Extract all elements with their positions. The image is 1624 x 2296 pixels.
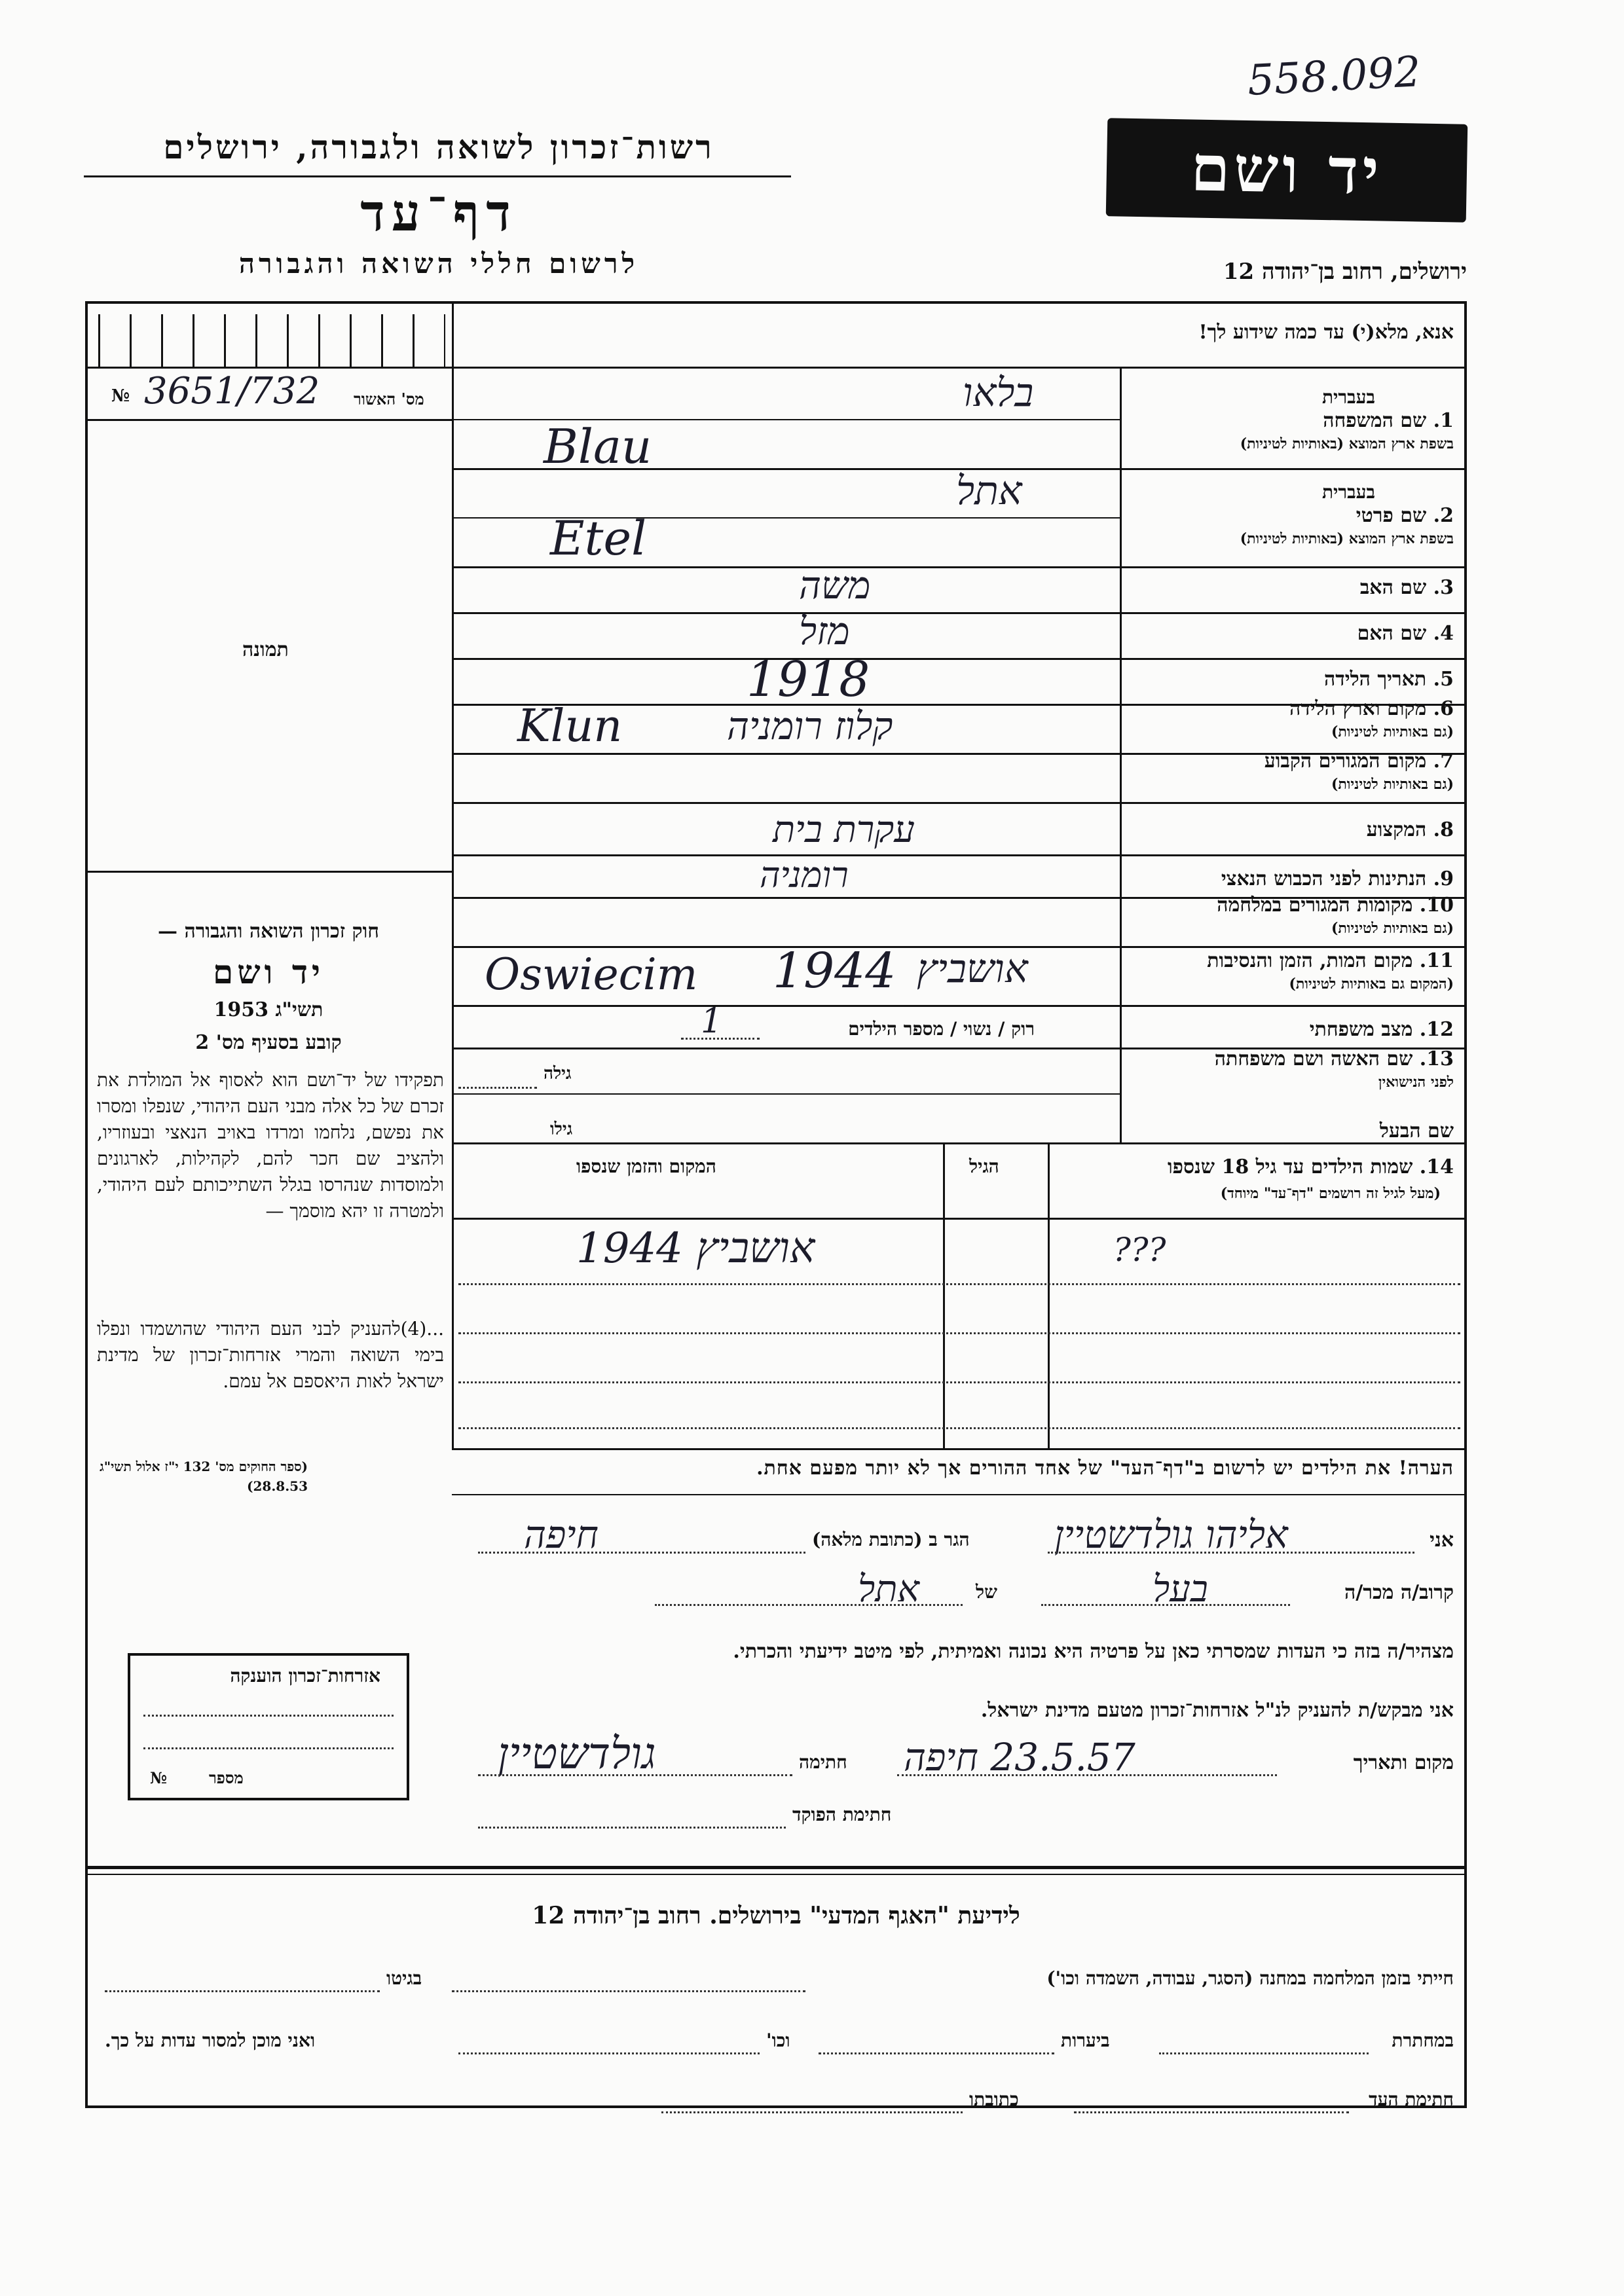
bottom-line2-dots-3 <box>458 2052 760 2054</box>
left-column-divider <box>452 304 454 1449</box>
logo-text: יד ושם <box>1190 131 1384 209</box>
field-7-label: 7. מקום המגורים הקבוע <box>1264 750 1454 773</box>
witness-name: אליהו גולדשטיין <box>1054 1512 1288 1557</box>
husband-age-label: גילו <box>550 1120 573 1139</box>
of-dots <box>655 1604 963 1606</box>
bottom-line2-c: וכו' <box>766 2030 790 2051</box>
death-year: 1944 <box>773 943 896 999</box>
row-line-2b <box>452 566 1464 568</box>
death-place-heb: אושביץ <box>917 946 1028 992</box>
witness-resides-label: הגר ב (כתובת מלאה) <box>812 1529 970 1550</box>
field-6-sub: (גם באותיות לטיניות) <box>1331 723 1454 740</box>
row-line-11 <box>452 1005 1464 1007</box>
reg-no-symbol: № <box>111 386 130 406</box>
row-line-13 <box>452 1093 1120 1095</box>
marital-options: רוק / נשוי / מספר הילדים <box>848 1018 1035 1040</box>
field-1-sub: בשפת ארץ המוצא (באותיות לטיניות) <box>1240 435 1454 452</box>
citizenship-number-symbol: № <box>150 1768 168 1787</box>
law-text: תפקידו של יד־ושם הוא לאסוף אל המולדת את זכרם של כל אלה מבני העם היהודי, שנפלו ומסרו את נפשם, נלחמו ומרדו באויב הנאצי ובעוזריו, ולהציב שם חכר להם, לקהילות, לארגונים ולמוסדות שנהרסו בגלל השתייכותם לעם היהודי, ולמטרה זו יהא מוסמך — <box>97 1069 444 1222</box>
bottom-line1-a: חייתי בזמן המלחמה במחנה (הסגר, עבודה, השמדה וכו') <box>1046 1967 1454 1989</box>
tick-marks <box>98 314 445 367</box>
bottom-line3-a: חתימת העד <box>1369 2088 1454 2110</box>
field-8-label: 8. המקצוע <box>1366 818 1454 841</box>
bottom-line1-b: בגיטו <box>386 1967 422 1989</box>
address: ירושלים, רחוב בן־יהודה 12 <box>1223 259 1467 285</box>
note: הערה! את הילדים יש לרשום ב"דף־העד" של אחד ההורים אך לא יותר מפעם אחת. <box>756 1457 1454 1480</box>
children-row-2 <box>458 1332 1460 1334</box>
children-row-1 <box>458 1283 1460 1285</box>
field-6-label: 6. מקום וארץ הלידה <box>1289 697 1454 720</box>
signature-dots <box>478 1774 792 1776</box>
place-date-value: 23.5.57 חיפה <box>904 1735 1135 1779</box>
form-title: דף־עד <box>360 183 517 243</box>
children-row-4 <box>458 1427 1460 1429</box>
row-line-7 <box>452 802 1464 804</box>
birth-place-heb: קלוז רומניה <box>727 704 893 748</box>
bottom-line2-a: במחתרת <box>1392 2030 1454 2051</box>
field-10-label: 10. מקומות המגורים במלחמה <box>1217 894 1454 917</box>
field-3-label: 3. שם האב <box>1359 576 1454 599</box>
hebrew-tag-1: בעברית <box>1321 386 1375 408</box>
field-4-label: 4. שם האם <box>1357 622 1454 645</box>
field-10-sub: (גם באותיות לטיניות) <box>1331 920 1454 937</box>
surname-heb: בלאו <box>963 370 1034 416</box>
bottom-separator-thin <box>88 1874 1464 1875</box>
field-5-label: 5. תאריך הלידה <box>1324 668 1454 691</box>
of-label: של <box>976 1581 997 1603</box>
children-col-div-2 <box>1048 1142 1050 1450</box>
law-heading: חוק זכרון השואה והגבורה — <box>158 920 379 943</box>
citizenship-dots-2 <box>143 1747 394 1749</box>
first-lat: Etel <box>550 511 647 566</box>
bottom-line2-dots-1 <box>1159 2052 1369 2054</box>
form-subtitle: לרשום חללי השואה והגבורה <box>238 247 639 280</box>
signature-label: חתימה <box>799 1751 847 1773</box>
bottom-line2-b: ביערות <box>1061 2030 1110 2051</box>
relation-value: בעל <box>1153 1568 1208 1611</box>
bottom-line3-dots-1 <box>1074 2111 1349 2113</box>
citizenship-title: אזרחות־זכרון הוענקה <box>230 1665 380 1686</box>
children-row-3 <box>458 1381 1460 1383</box>
field-13-sub: לפני הנישואין <box>1378 1074 1454 1091</box>
field-7-sub: (גם באותיות לטיניות) <box>1331 776 1454 793</box>
child-name: ??? <box>1113 1231 1166 1269</box>
bottom-line3-dots-2 <box>661 2111 963 2113</box>
witness-address-dots <box>478 1552 805 1554</box>
field-12-label: 12. מצב משפחתי <box>1309 1018 1454 1041</box>
field-2-label: 2. שם פרטי <box>1356 504 1454 527</box>
witness-address: חיפה <box>524 1512 599 1557</box>
bottom-title: לידיעת "האגף המדעי" בירושלים. רחוב בן־יהודה 12 <box>532 1902 1020 1929</box>
relation-dots <box>1041 1604 1290 1606</box>
bottom-line2-d: ואני מוכן למסור עדות על כך. <box>105 2030 316 2051</box>
officer-dots <box>478 1827 786 1829</box>
bottom-line3-b: כתובתו <box>969 2088 1019 2110</box>
children-top-line <box>452 1142 1464 1144</box>
child-place-time: אושביץ 1944 <box>576 1224 815 1273</box>
children-bottom-line <box>452 1448 1464 1450</box>
row-line-4 <box>452 658 1464 660</box>
wife-age-dots <box>458 1087 537 1089</box>
wife-age-label: גילה <box>544 1064 572 1084</box>
field-14-label: 14. שמות הילדים עד גיל 18 שנספו <box>1167 1156 1454 1178</box>
field-11-sub: (המקום גם באותיות לטיניות) <box>1289 975 1454 993</box>
of-value: אתל <box>858 1568 919 1611</box>
photo-label: תמונה <box>242 638 289 661</box>
place-date-label: מקום ותאריך <box>1353 1751 1454 1774</box>
reg-no-label: מס' האשור <box>354 390 424 409</box>
signature-value: גולדשטיין <box>498 1728 656 1779</box>
law-item-4: ...(4)להעניק לבני העם היהודי שהושמדו ונפלו בימי השואה והמרי אזרחות־זכרון של מדינת ישראל לאות היאספם אל עמם. <box>97 1318 444 1392</box>
bottom-separator <box>88 1866 1464 1869</box>
nationality: רומניה <box>760 854 849 896</box>
birth-year: 1918 <box>747 651 870 708</box>
death-place-lat: Oswiecim <box>485 949 698 1000</box>
citizenship-number-label: מספר <box>209 1768 244 1787</box>
org-underline <box>84 175 791 177</box>
row-line-8 <box>452 854 1464 856</box>
officer-label: חתימת הפוקד <box>792 1804 892 1825</box>
children-header-line <box>452 1218 1464 1220</box>
birth-place-lat: Klun <box>517 701 623 752</box>
field-14-sub: (מעל לגיל זה רושמים "דף־עד" מיוחד) <box>1220 1185 1441 1202</box>
col-place-time-label: המקום והזמן שנספו <box>576 1156 716 1177</box>
bottom-line2-dots-2 <box>819 2052 1054 2054</box>
reg-no-value: 3651/732 <box>144 370 320 412</box>
top-number: 558.092 <box>1246 48 1422 105</box>
relative-label: קרוב/ה מכר/ה <box>1344 1581 1454 1604</box>
place-date-dots <box>897 1774 1277 1776</box>
law-section: קובע בסעיף מס' 2 <box>195 1031 342 1054</box>
children-col-div-1 <box>943 1142 945 1450</box>
law-year: תשי"ג 1953 <box>213 998 323 1021</box>
field-11-label: 11. מקום המות, הזמן והנסיבות <box>1207 949 1454 972</box>
witness-name-dots <box>1048 1552 1414 1554</box>
field-13-label: 13. שם האשה ושם משפחתה <box>1214 1048 1454 1070</box>
row-line-3 <box>452 612 1464 614</box>
tick-baseline <box>88 367 452 369</box>
field-2-sub: בשפת ארץ המוצא (באותיות לטיניות) <box>1240 530 1454 547</box>
bottom-line1-dots-2 <box>105 1990 380 1992</box>
husband-label: שם הבעל <box>1379 1120 1454 1142</box>
law-name: יד ושם <box>213 953 324 991</box>
law-reference: (ספר החוקים מס' 132 י"ז אלול תשי"ג 28.8.53) <box>100 1459 308 1494</box>
bottom-line1-dots-1 <box>452 1990 805 1992</box>
instruction-underline <box>452 367 1464 369</box>
declaration: מצהיר/ה בזה כי העדות שמסרתי כאן על פרטיה היא נכונה ואמיתית, לפי מיטב ידיעתי והכרתי. <box>733 1640 1454 1663</box>
photo-bottom-line <box>88 871 452 873</box>
father-name: משה <box>799 563 871 608</box>
witness-i-label: אני <box>1430 1529 1454 1552</box>
children-count: 1 <box>701 1002 723 1041</box>
citizenship-box <box>128 1653 409 1800</box>
hebrew-tag-2: בעברית <box>1321 481 1375 503</box>
field-9-label: 9. הנתינות לפני הכבוש הנאצי <box>1221 867 1454 890</box>
mother-name: מזל <box>799 609 850 653</box>
instruction: אנא, מלא(י) עד כמה שידוע לך! <box>1198 321 1454 344</box>
reg-no-line <box>88 419 452 421</box>
request: אני מבקש/ת להעניק לנ"ל אזרחות־זכרון מטעם מדינת ישראל. <box>980 1699 1454 1722</box>
profession: עקרת בית <box>773 809 915 851</box>
field-1-label: 1. שם המשפחה <box>1323 409 1454 432</box>
note-line <box>452 1494 1464 1495</box>
first-heb: אתל <box>956 468 1022 514</box>
org-line: רשות־זכרון לשואה ולגבורה, ירושלים <box>163 128 714 166</box>
yad-vashem-logo <box>1106 118 1468 223</box>
citizenship-dots-1 <box>143 1715 394 1717</box>
surname-lat: Blau <box>544 419 652 474</box>
col-age-label: הגיל <box>969 1156 999 1177</box>
